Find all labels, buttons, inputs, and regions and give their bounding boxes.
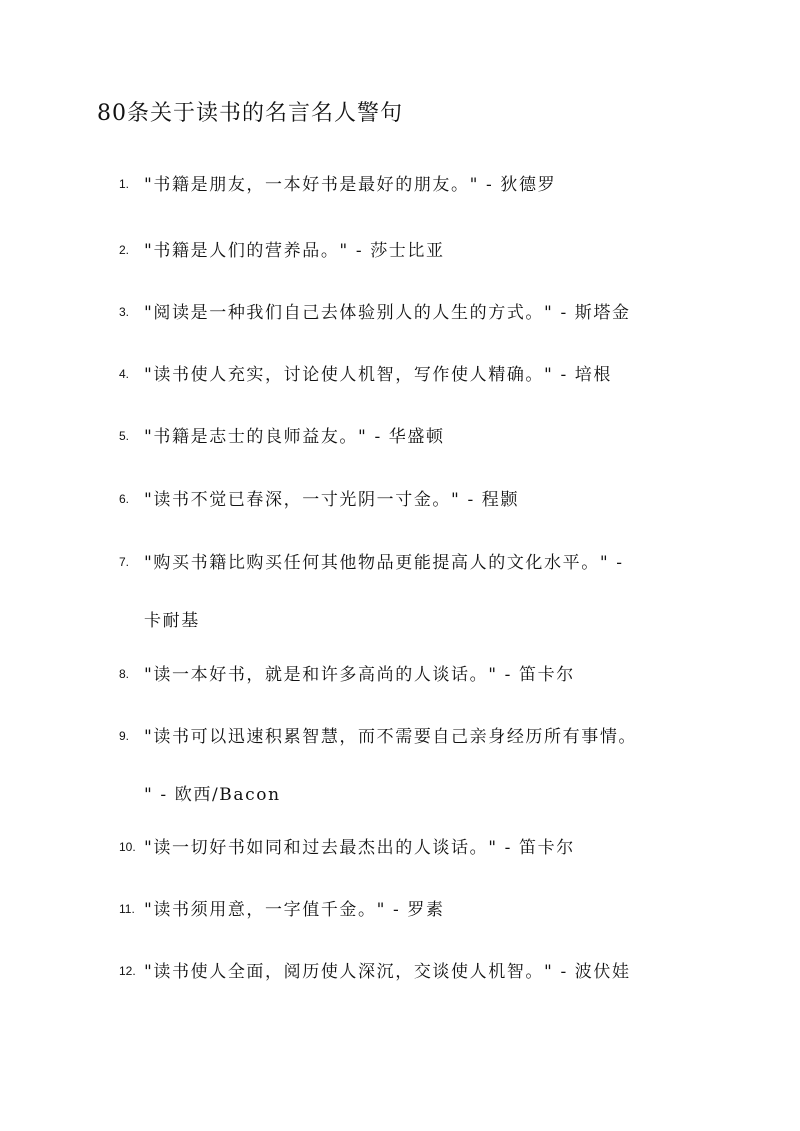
quote-text: "读一切好书如同和过去最杰出的人谈话。" - 笛卡尔	[144, 838, 575, 858]
quote-text: "购买书籍比购买任何其他物品更能提高人的文化水平。" -	[144, 553, 624, 573]
quote-number: 4.	[119, 367, 130, 381]
quote-text: "读书可以迅速积累智慧，而不需要自己亲身经历所有事情。	[144, 727, 638, 747]
quote-number: 2.	[119, 243, 130, 257]
quote-text: "书籍是志士的良师益友。" - 华盛顿	[144, 427, 445, 447]
quote-text: "读一本好书，就是和许多高尚的人谈话。" - 笛卡尔	[144, 665, 575, 685]
quote-number: 6.	[119, 492, 130, 506]
quote-text: "书籍是人们的营养品。" - 莎士比亚	[144, 241, 445, 261]
quote-text: "阅读是一种我们自己去体验别人的人生的方式。" - 斯塔金	[144, 303, 631, 323]
quote-number: 11.	[119, 902, 135, 916]
quote-text: "书籍是朋友，一本好书是最好的朋友。" - 狄德罗	[144, 175, 557, 195]
quote-text: "读书使人全面，阅历使人深沉，交谈使人机智。" - 波伏娃	[144, 962, 631, 982]
quote-number: 3.	[119, 305, 130, 319]
quote-number: 10.	[119, 840, 136, 854]
quote-text-continued: 卡耐基	[144, 611, 200, 631]
quote-number: 7.	[119, 555, 130, 569]
quote-number: 9.	[119, 729, 130, 743]
quote-text: "读书使人充实，讨论使人机智，写作使人精确。" - 培根	[144, 365, 612, 385]
quote-number: 5.	[119, 429, 130, 443]
quote-text: "读书须用意，一字值千金。" - 罗素	[144, 900, 445, 920]
quote-number: 1.	[119, 177, 130, 191]
quote-number: 12.	[119, 964, 136, 978]
quote-number: 8.	[119, 667, 130, 681]
quote-text: "读书不觉已春深，一寸光阴一寸金。" - 程颢	[144, 490, 519, 510]
document-title: 80条关于读书的名言名人警句	[97, 101, 403, 126]
quote-text-continued: " - 欧西/Bacon	[144, 785, 281, 805]
